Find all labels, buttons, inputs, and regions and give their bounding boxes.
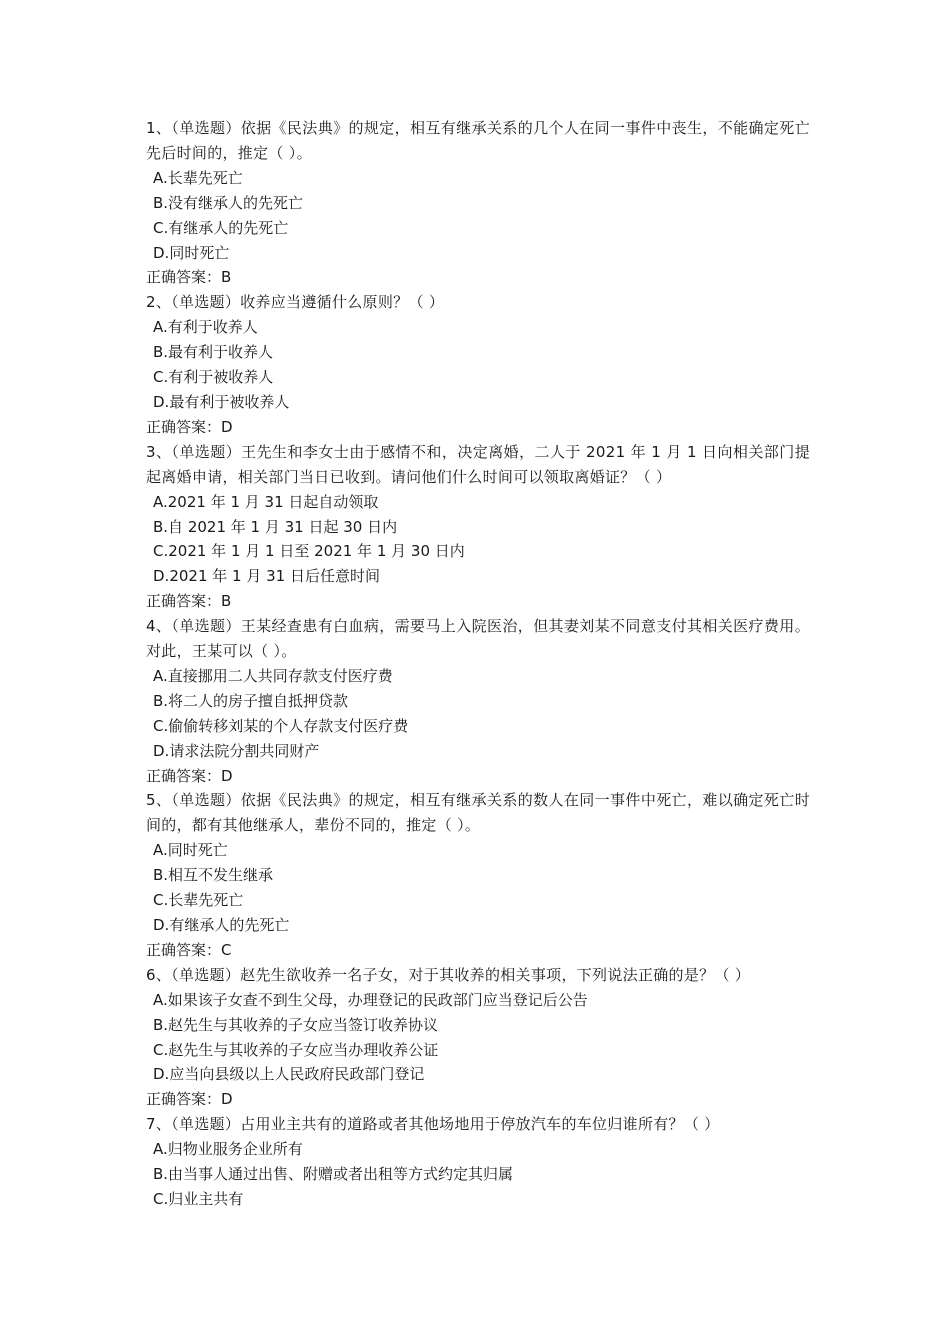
answer-option: C.有利于被收养人 xyxy=(153,368,274,387)
answer-option: A.2021 年 1 月 31 日起自动领取 xyxy=(153,492,379,511)
correct-answer: 正确答案：B xyxy=(146,592,232,611)
question-block xyxy=(146,614,810,788)
correct-answer: 正确答案：D xyxy=(146,766,233,785)
answer-option: D.同时死亡 xyxy=(153,243,230,262)
question-text: 1、（单选题）依据《民法典》的规定，相互有继承关系的几个人在同一事件中丧生，不能确定死亡先后时间的，推定（ ）。 xyxy=(146,119,810,162)
answer-option: C.长辈先死亡 xyxy=(153,891,244,910)
correct-answer: 正确答案：C xyxy=(146,940,232,959)
answer-option: B.将二人的房子擅自抵押贷款 xyxy=(153,691,349,710)
answer-option: C.有继承人的先死亡 xyxy=(153,218,289,237)
question-block xyxy=(146,963,810,1112)
answer-option: B.由当事人通过出售、附赠或者出租等方式约定其归属 xyxy=(153,1165,514,1184)
answer-option: C.归业主共有 xyxy=(153,1189,244,1208)
answer-option: A.直接挪用二人共同存款支付医疗费 xyxy=(153,666,393,685)
question-block xyxy=(146,116,810,290)
answer-option: B.最有利于收养人 xyxy=(153,343,274,362)
question-text: 4、（单选题）王某经查患有白血病，需要马上入院医治，但其妻刘某不同意支付其相关医疗费用。对此，王某可以（ ）。 xyxy=(146,617,810,661)
question-text: 5、（单选题）依据《民法典》的规定，相互有继承关系的数人在同一事件中死亡，难以确定死亡时间的，都有其他继承人，辈份不同的，推定（ ）。 xyxy=(146,791,810,835)
answer-option: D.有继承人的先死亡 xyxy=(153,916,290,934)
answer-option: A.归物业服务企业所有 xyxy=(153,1140,303,1159)
question-text: 6、（单选题）赵先生欲收养一名子女，对于其收养的相关事项，下列说法正确的是？（ ） xyxy=(146,965,751,984)
question-block xyxy=(146,440,810,614)
answer-option: C.偷偷转移刘某的个人存款支付医疗费 xyxy=(153,716,409,735)
answer-option: D.请求法院分割共同财产 xyxy=(153,741,320,760)
question-block xyxy=(146,290,810,439)
answer-option: C.2021 年 1 月 1 日至 2021 年 1 月 30 日内 xyxy=(153,542,465,561)
question-text: 3、（单选题）王先生和李女士由于感情不和，决定离婚，二人于 2021 年 1 月 1 日向相关部门提起离婚申请，相关部门当日已收到。请问他们什么时间可以领取离婚证？（ ） xyxy=(146,442,810,486)
answer-option: A.如果该子女查不到生父母，办理登记的民政部门应当登记后公告 xyxy=(153,990,588,1009)
question-text: 2、（单选题）收养应当遵循什么原则？（ ） xyxy=(146,293,445,312)
document-page xyxy=(146,116,810,1212)
answer-option: B.赵先生与其收养的子女应当签订收养协议 xyxy=(153,1015,439,1034)
answer-option: A.长辈先死亡 xyxy=(153,168,243,187)
question-block xyxy=(146,788,810,962)
question-text: 7、（单选题）占用业主共有的道路或者其他场地用于停放汽车的车位归谁所有？（ ） xyxy=(146,1115,720,1134)
answer-option: B.没有继承人的先死亡 xyxy=(153,193,304,212)
answer-option: D.应当向县级以上人民政府民政部门登记 xyxy=(153,1065,425,1084)
answer-option: D.最有利于被收养人 xyxy=(153,392,290,411)
question-block xyxy=(146,1112,810,1212)
correct-answer: 正确答案：D xyxy=(146,417,233,436)
answer-option: C.赵先生与其收养的子女应当办理收养公证 xyxy=(153,1040,439,1059)
answer-option: B.相互不发生继承 xyxy=(153,866,274,885)
answer-option: A.同时死亡 xyxy=(153,841,228,860)
answer-option: D.2021 年 1 月 31 日后任意时间 xyxy=(153,567,380,586)
answer-option: B.自 2021 年 1 月 31 日起 30 日内 xyxy=(153,517,398,536)
answer-option: A.有利于收养人 xyxy=(153,318,258,337)
correct-answer: 正确答案：D xyxy=(146,1090,233,1109)
correct-answer: 正确答案：B xyxy=(146,268,232,287)
